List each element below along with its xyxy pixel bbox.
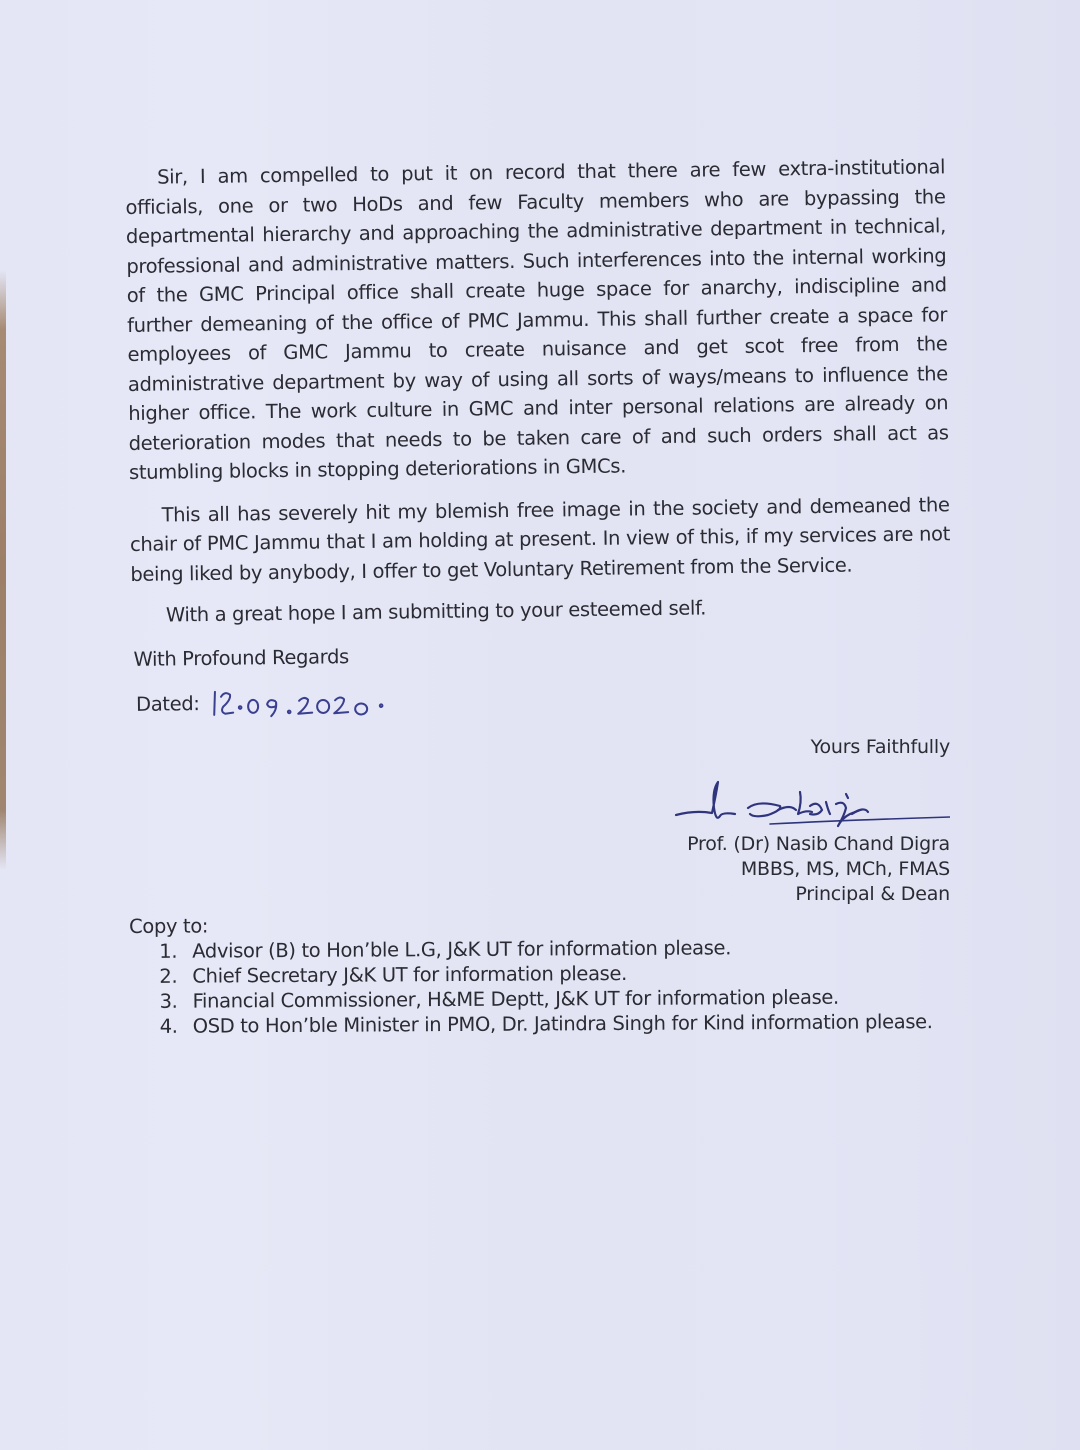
dated-row — [136, 677, 952, 722]
signature-strokes — [650, 770, 950, 832]
copy-to-item — [160, 1009, 960, 1039]
copy-to-list — [129, 934, 960, 1039]
copy-to-item-text: OSD to Hon’ble Minister in PMO, Dr. Jatindra Singh for Kind information please. — [192, 1010, 933, 1038]
copy-to-title: Copy to: — [129, 914, 209, 938]
copy-to-item-text: Chief Secretary J&K UT for information please. — [192, 961, 628, 988]
copy-to-item-number: 4. — [159, 1014, 178, 1038]
handwritten-date — [209, 684, 419, 721]
signature-block — [640, 735, 950, 907]
dated-label: Dated: — [135, 692, 200, 717]
copy-to-item-number: 3. — [159, 989, 178, 1013]
handwritten-signature — [650, 770, 950, 832]
copy-to-item-number: 1. — [159, 939, 178, 963]
handwritten-date-strokes — [209, 684, 419, 721]
signatory-title: Principal & Dean — [795, 883, 950, 905]
letter-body — [125, 152, 952, 722]
copy-to-section — [129, 909, 960, 1039]
regards-line: With Profound Regards — [133, 644, 349, 671]
yours-faithfully: Yours Faithfully — [810, 736, 950, 758]
copy-to-item-number: 2. — [159, 964, 178, 988]
paragraph-complaint: Sir, I am compelled to put it on record that there are few extra-institutional officials, one or two HoDs and few Faculty members who are bypassing the departmental hierarchy and approaching the administrative department in technical, professional and administrative matters. Such interferences into the internal working of the GMC Principal office shall create huge space for anarchy, indiscipline and further demeaning of the office of PMC Jammu. This shall further create a space for employees of GMC Jammu to create nuisance and get scot free from the administrative department by way of using all sorts of ways/means to influence the higher office. The work culture in GMC and inter personal relations are already on deterioration modes that needs to be taken care of and such orders shall act as stumbling blocks in stopping deteriorations in GMCs. — [125, 155, 949, 484]
paragraph-retirement-offer: This all has severely hit my blemish free image in the society and demeaned the chair of PMC Jammu that I am holding at present. In view of this, if my services are not being liked by anybody, I offer to get Voluntary Retirement from the Service. — [129, 492, 951, 586]
signatory-name: Prof. (Dr) Nasib Chand Digra — [687, 833, 950, 855]
copy-to-item-text: Financial Commissioner, H&ME Deptt, J&K UT for information please. — [192, 985, 839, 1013]
signatory-degrees: MBBS, MS, MCh, FMAS — [740, 858, 950, 880]
closing-line: With a great hope I am submitting to your esteemed self. — [165, 596, 707, 627]
copy-to-item-text: Advisor (B) to Hon’ble L.G, J&K UT for information please. — [192, 936, 732, 963]
